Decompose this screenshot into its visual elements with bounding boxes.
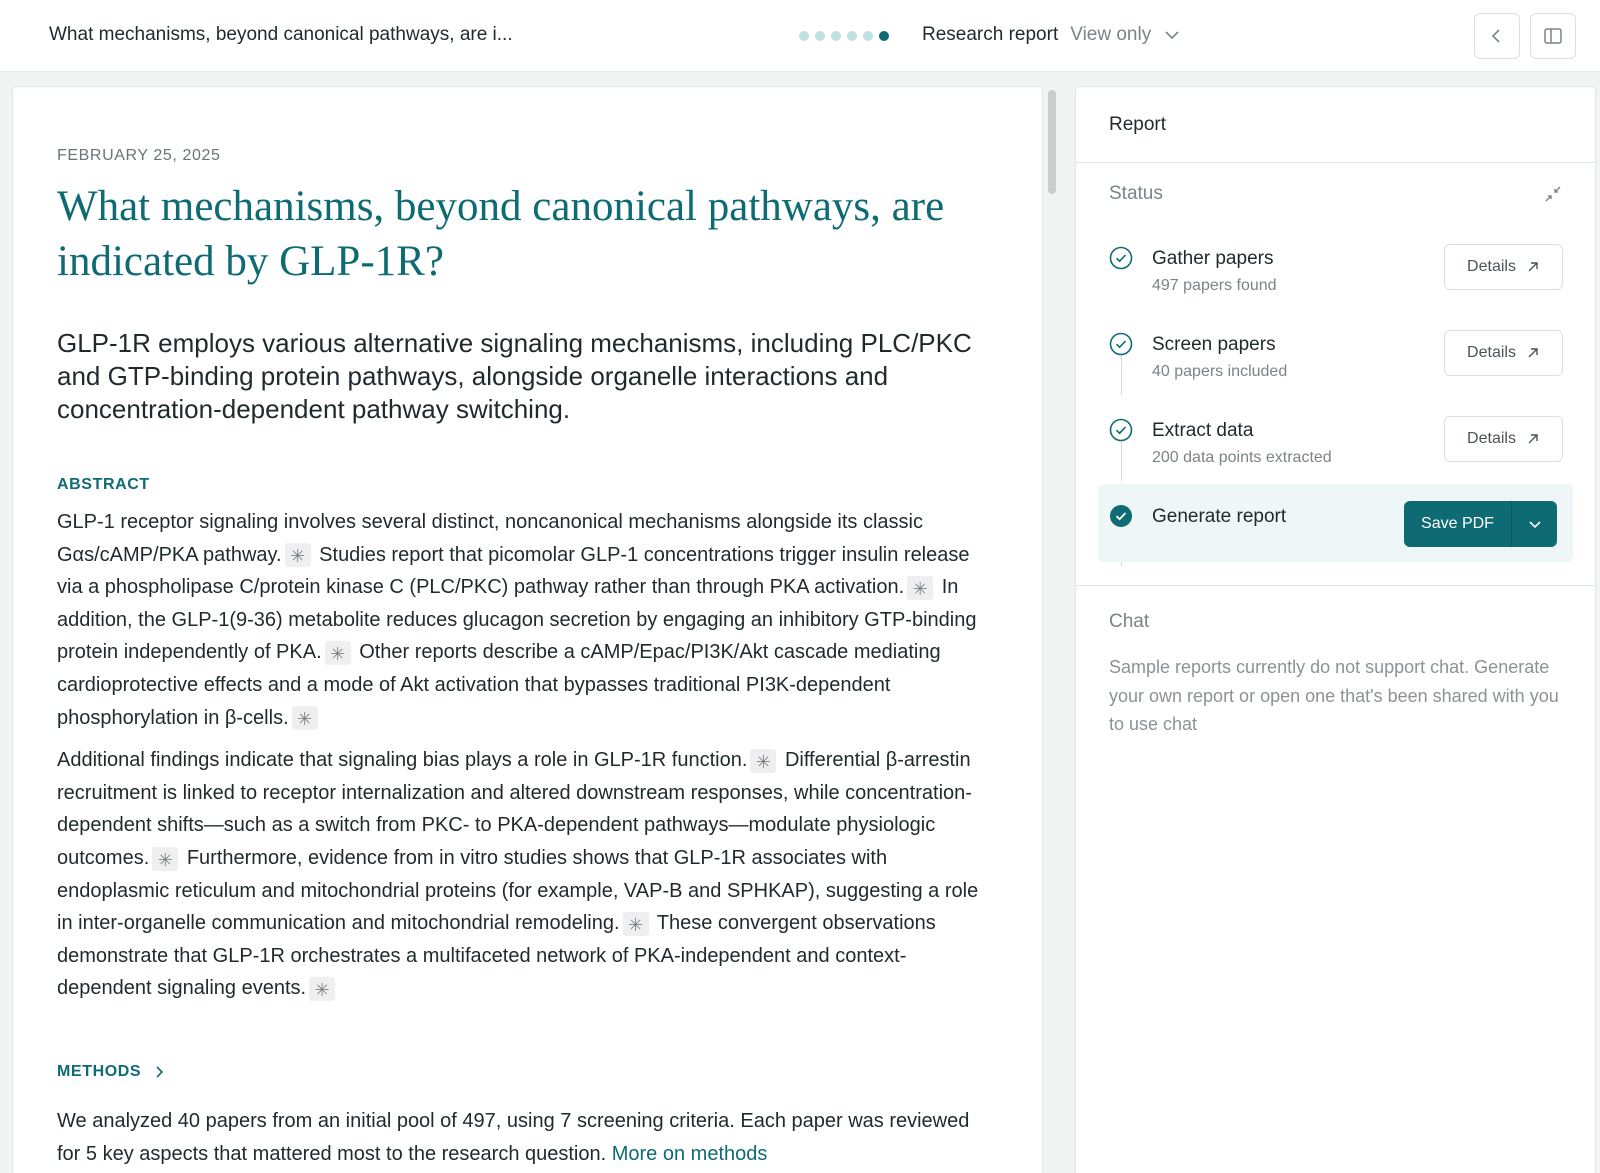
citation-icon[interactable]: ✳ bbox=[325, 641, 351, 665]
citation-icon[interactable]: ✳ bbox=[292, 706, 318, 730]
report-type-label: Research report bbox=[922, 24, 1059, 45]
status-heading: Status bbox=[1109, 183, 1163, 204]
abstract-sentence: Other reports describe a cAMP/Epac/PI3K/Akt cascade mediating cardioprotective effects and a mode of Akt activation that bypasses traditional PI3K-dependent phosphorylation in β-cells. bbox=[57, 641, 941, 729]
abstract-sentence: Differential β-arrestin recruitment is linked to receptor internalization and altered downstream responses, while concentration-dependent shifts—such as a switch from PKC- to PKA-dependent pathways—modulate physiologic outcomes. bbox=[57, 749, 972, 869]
step-extract-data bbox=[1109, 416, 1565, 464]
report-summary: GLP-1R employs various alternative signaling mechanisms, including PLC/PKC and GTP-binding protein pathways, alongside organelle interactions and concentration-dependent pathway switching. bbox=[57, 328, 972, 424]
top-bar bbox=[0, 0, 1600, 72]
collapse-icon[interactable] bbox=[1544, 185, 1562, 203]
chevron-right-icon bbox=[153, 1065, 165, 1079]
citation-icon[interactable]: ✳ bbox=[285, 543, 311, 567]
progress-dots bbox=[799, 31, 889, 41]
progress-dot bbox=[831, 31, 841, 41]
step-name: Screen papers bbox=[1152, 334, 1276, 355]
check-circle-icon bbox=[1109, 332, 1133, 356]
abstract-paragraph bbox=[57, 506, 997, 734]
citation-icon[interactable]: ✳ bbox=[309, 977, 335, 1001]
abstract-paragraph bbox=[57, 744, 997, 1005]
methods-toggle[interactable] bbox=[57, 1063, 997, 1081]
chevron-left-icon bbox=[1488, 27, 1506, 45]
abstract-sentence: Furthermore, evidence from in vitro studies shows that GLP-1R associates with endoplasmic reticulum and mitochondrial proteins (for example, VAP-B and SPHKAP), suggesting a role in inter-organelle communication and mitochondrial remodeling. bbox=[57, 846, 979, 935]
access-mode-dropdown[interactable] bbox=[922, 24, 1181, 46]
check-circle-filled-icon bbox=[1109, 504, 1133, 528]
step-detail: 200 data points extracted bbox=[1152, 449, 1332, 466]
details-button[interactable] bbox=[1444, 330, 1563, 376]
abstract-sentence: These convergent observations demonstrate that GLP-1R orchestrates a multifaceted network of PKA-independent and context-dependent signaling events. bbox=[57, 912, 936, 1000]
abstract-heading: ABSTRACT bbox=[57, 476, 150, 493]
report-date: FEBRUARY 25, 2025 bbox=[57, 147, 221, 164]
progress-dot bbox=[863, 31, 873, 41]
abstract-sentence: Studies report that picomolar GLP-1 concentrations trigger insulin release via a phospholipase C/protein kinase C (PLC/PKC) pathway rather than through PKA activation. bbox=[57, 543, 970, 599]
document-title: What mechanisms, beyond canonical pathways, are i... bbox=[49, 24, 513, 45]
save-pdf-button[interactable]: Save PDF bbox=[1404, 501, 1512, 547]
chat-heading: Chat bbox=[1109, 611, 1150, 632]
step-detail: 497 papers found bbox=[1152, 277, 1277, 294]
document-scrollbar[interactable] bbox=[1048, 90, 1056, 194]
methods-text: We analyzed 40 papers from an initial pool of 497, using 7 screening criteria. Each paper was reviewed for 5 key aspects that mattered most to the research question. bbox=[57, 1109, 970, 1165]
step-name: Extract data bbox=[1152, 420, 1254, 441]
abstract-sentence: In addition, the GLP-1(9-36) metabolite reduces glucagon secretion by engaging an inhibitory GTP-binding protein independently of PKA. bbox=[57, 576, 977, 664]
check-circle-icon bbox=[1109, 418, 1133, 442]
save-options-button[interactable] bbox=[1512, 501, 1557, 547]
details-label: Details bbox=[1467, 430, 1516, 447]
progress-dot bbox=[799, 31, 809, 41]
progress-dot bbox=[815, 31, 825, 41]
citation-icon[interactable]: ✳ bbox=[907, 576, 933, 600]
toggle-sidebar-button[interactable] bbox=[1530, 13, 1576, 59]
step-name: Gather papers bbox=[1152, 248, 1274, 269]
abstract-sentence: GLP-1 receptor signaling involves several distinct, noncanonical mechanisms alongside its classic Gαs/cAMP/PKA pathway. bbox=[57, 511, 923, 566]
step-screen-papers bbox=[1109, 330, 1565, 378]
step-detail: 40 papers included bbox=[1152, 363, 1288, 380]
chat-unavailable-note: Sample reports currently do not support chat. Generate your own report or open one that's been shared with you to use chat bbox=[1109, 657, 1559, 734]
details-label: Details bbox=[1467, 344, 1516, 361]
save-pdf-split-button bbox=[1404, 501, 1557, 547]
details-label: Details bbox=[1467, 258, 1516, 275]
chevron-down-icon bbox=[1163, 26, 1181, 44]
report-side-panel bbox=[1075, 86, 1596, 1173]
abstract-sentence: Additional findings indicate that signaling bias plays a role in GLP-1R function. bbox=[57, 749, 748, 772]
citation-icon[interactable]: ✳ bbox=[623, 912, 649, 936]
progress-dot-current bbox=[879, 31, 889, 41]
back-button[interactable] bbox=[1474, 13, 1520, 59]
details-button[interactable] bbox=[1444, 416, 1563, 462]
details-button[interactable] bbox=[1444, 244, 1563, 290]
arrow-up-right-icon bbox=[1526, 432, 1540, 446]
arrow-up-right-icon bbox=[1526, 260, 1540, 274]
sidebar-panel-icon bbox=[1543, 27, 1563, 45]
access-mode-label: View only bbox=[1070, 24, 1152, 45]
report-title: What mechanisms, beyond canonical pathways, are indicated by GLP-1R? bbox=[57, 183, 945, 285]
step-generate-report bbox=[1098, 484, 1573, 562]
more-on-methods-link[interactable]: More on methods bbox=[611, 1142, 768, 1165]
methods-heading: METHODS bbox=[57, 1062, 142, 1080]
check-circle-icon bbox=[1109, 246, 1133, 270]
report-document bbox=[12, 86, 1043, 1173]
chevron-down-icon bbox=[1527, 516, 1543, 532]
divider bbox=[1076, 585, 1595, 586]
arrow-up-right-icon bbox=[1526, 346, 1540, 360]
citation-icon[interactable]: ✳ bbox=[750, 749, 776, 773]
step-name: Generate report bbox=[1152, 506, 1287, 527]
progress-dot bbox=[847, 31, 857, 41]
methods-paragraph bbox=[57, 1105, 997, 1170]
step-gather-papers bbox=[1109, 244, 1565, 292]
citation-icon[interactable]: ✳ bbox=[152, 847, 178, 871]
side-panel-title: Report bbox=[1076, 87, 1595, 163]
